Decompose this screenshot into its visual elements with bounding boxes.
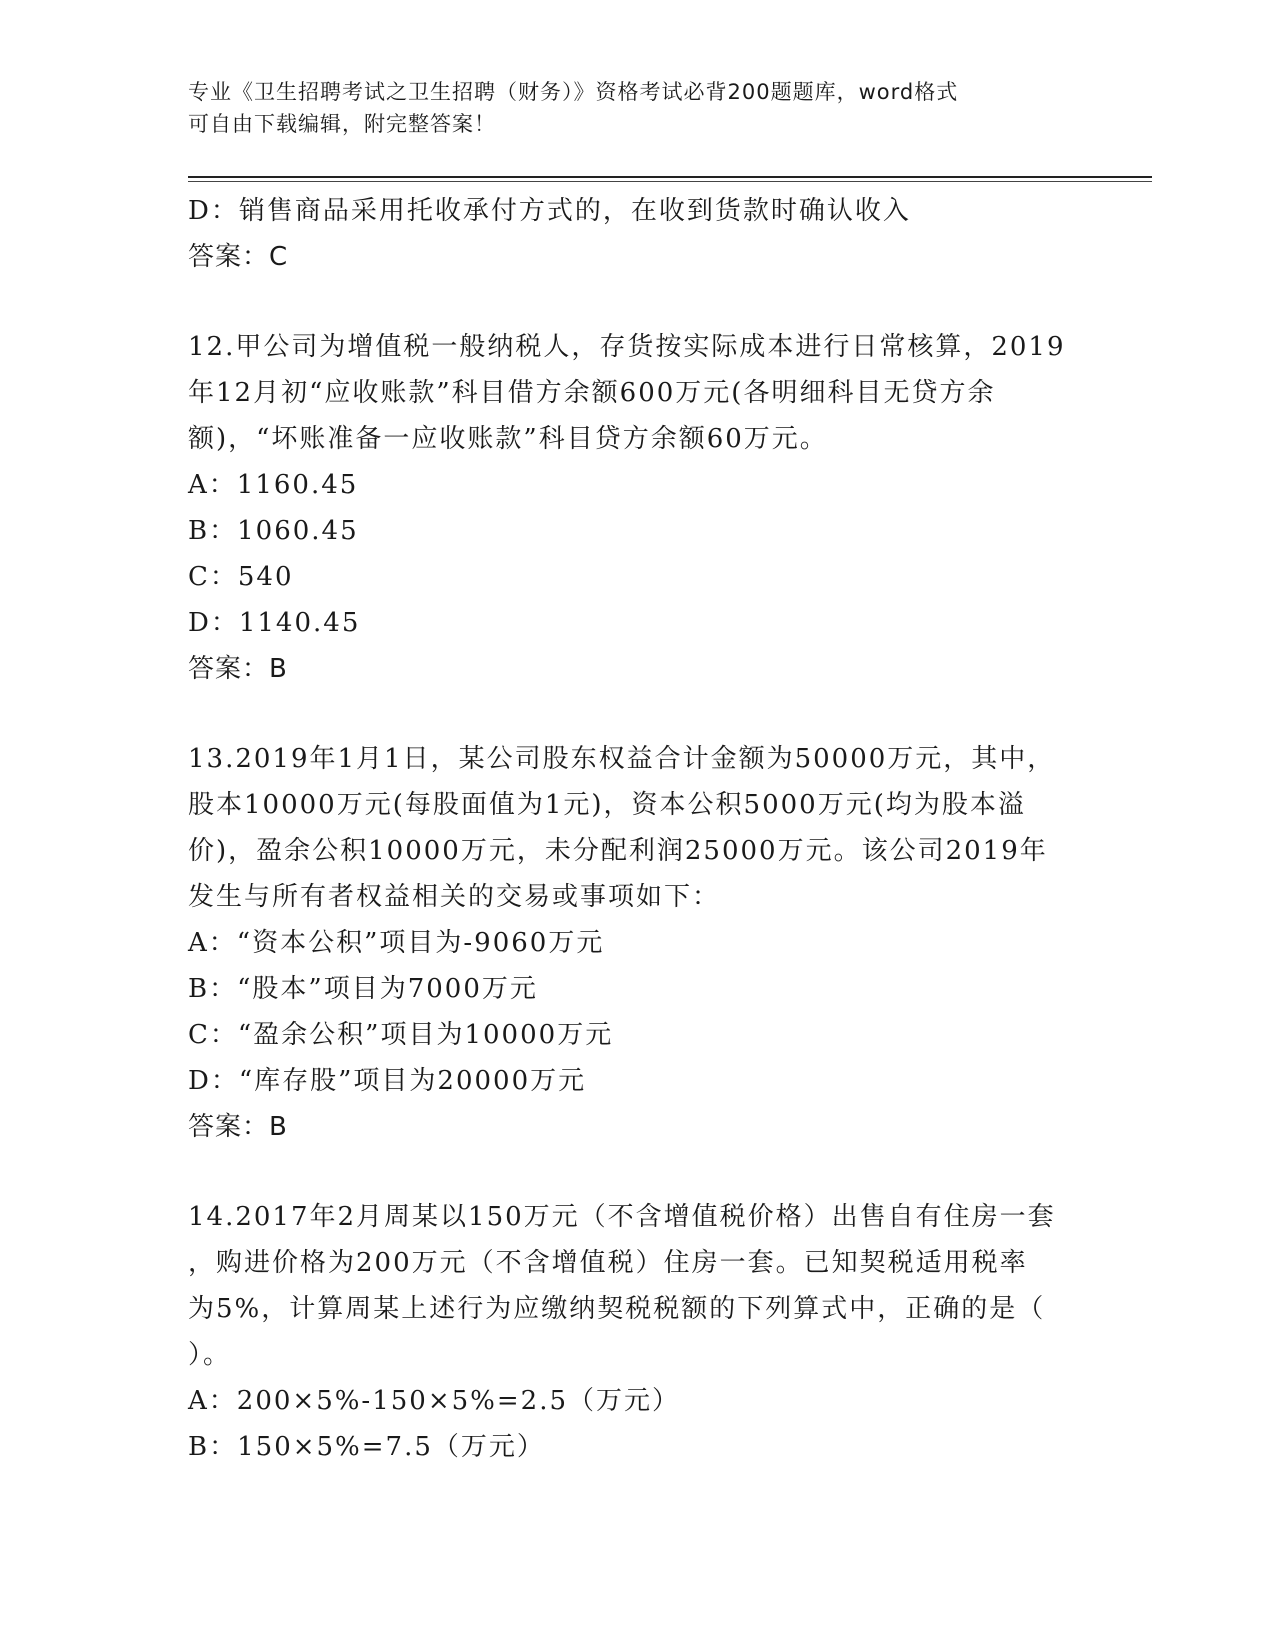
question-14-stem-line-3: 为5%，计算周某上述行为应缴纳契税税额的下列算式中，正确的是（ <box>188 1294 1046 1324</box>
question-12 <box>188 324 1088 692</box>
question-12-stem-line-2: 年12月初“应收账款”科目借方余额600万元(各明细科目无贷方余 <box>188 378 996 408</box>
question-12-option-a: A：1160.45 <box>188 470 359 500</box>
question-12-option-b: B：1060.45 <box>188 516 359 546</box>
question-13 <box>188 736 1088 1150</box>
question-11-option-d: D：销售商品采用托收承付方式的，在收到货款时确认收入 <box>188 196 911 226</box>
question-13-stem-line-2: 股本10000万元(每股面值为1元)，资本公积5000万元(均为股本溢 <box>188 790 1026 820</box>
question-13-answer: 答案：B <box>188 1112 288 1142</box>
question-list <box>188 188 1088 1470</box>
question-14-stem-line-4: ）。 <box>188 1340 232 1370</box>
question-12-answer: 答案：B <box>188 654 288 684</box>
question-14-stem-line-2: ，购进价格为200万元（不含增值税）住房一套。已知契税适用税率 <box>188 1248 1028 1278</box>
page-header <box>188 76 1068 140</box>
question-12-stem-line-1: 12.甲公司为增值税一般纳税人，存货按实际成本进行日常核算，2019 <box>188 332 1066 362</box>
spacer <box>188 280 1088 324</box>
question-11-answer: 答案：C <box>188 242 289 272</box>
question-13-option-c: C：“盈余公积”项目为10000万元 <box>188 1020 614 1050</box>
header-divider-thin <box>188 181 1152 182</box>
question-12-option-d: D：1140.45 <box>188 608 361 638</box>
header-divider-thick <box>188 176 1152 178</box>
question-13-stem-line-1: 13.2019年1月1日，某公司股东权益合计金额为50000万元，其中， <box>188 744 1056 774</box>
question-14 <box>188 1194 1088 1470</box>
question-13-option-b: B：“股本”项目为7000万元 <box>188 974 538 1004</box>
question-13-stem-line-4: 发生与所有者权益相关的交易或事项如下： <box>188 882 721 912</box>
question-11 <box>188 188 1088 280</box>
header-title-line-1: 专业《卫生招聘考试之卫生招聘（财务）》资格考试必背200题题库，word格式 <box>188 80 959 104</box>
question-12-stem-line-3: 额)，“坏账准备一应收账款”科目贷方余额60万元。 <box>188 424 828 454</box>
question-14-stem-line-1: 14.2017年2月周某以150万元（不含增值税价格）出售自有住房一套 <box>188 1202 1056 1232</box>
question-13-option-d: D：“库存股”项目为20000万元 <box>188 1066 587 1096</box>
question-14-option-a: A：200×5%-150×5%=2.5（万元） <box>188 1386 681 1416</box>
header-title-line-2: 可自由下载编辑，附完整答案！ <box>188 112 496 136</box>
question-12-option-c: C：540 <box>188 562 294 592</box>
spacer <box>188 1150 1088 1194</box>
question-14-option-b: B：150×5%=7.5（万元） <box>188 1432 545 1462</box>
question-13-option-a: A：“资本公积”项目为-9060万元 <box>188 928 605 958</box>
spacer <box>188 692 1088 736</box>
question-13-stem-line-3: 价)，盈余公积10000万元，未分配利润25000万元。该公司2019年 <box>188 836 1048 866</box>
